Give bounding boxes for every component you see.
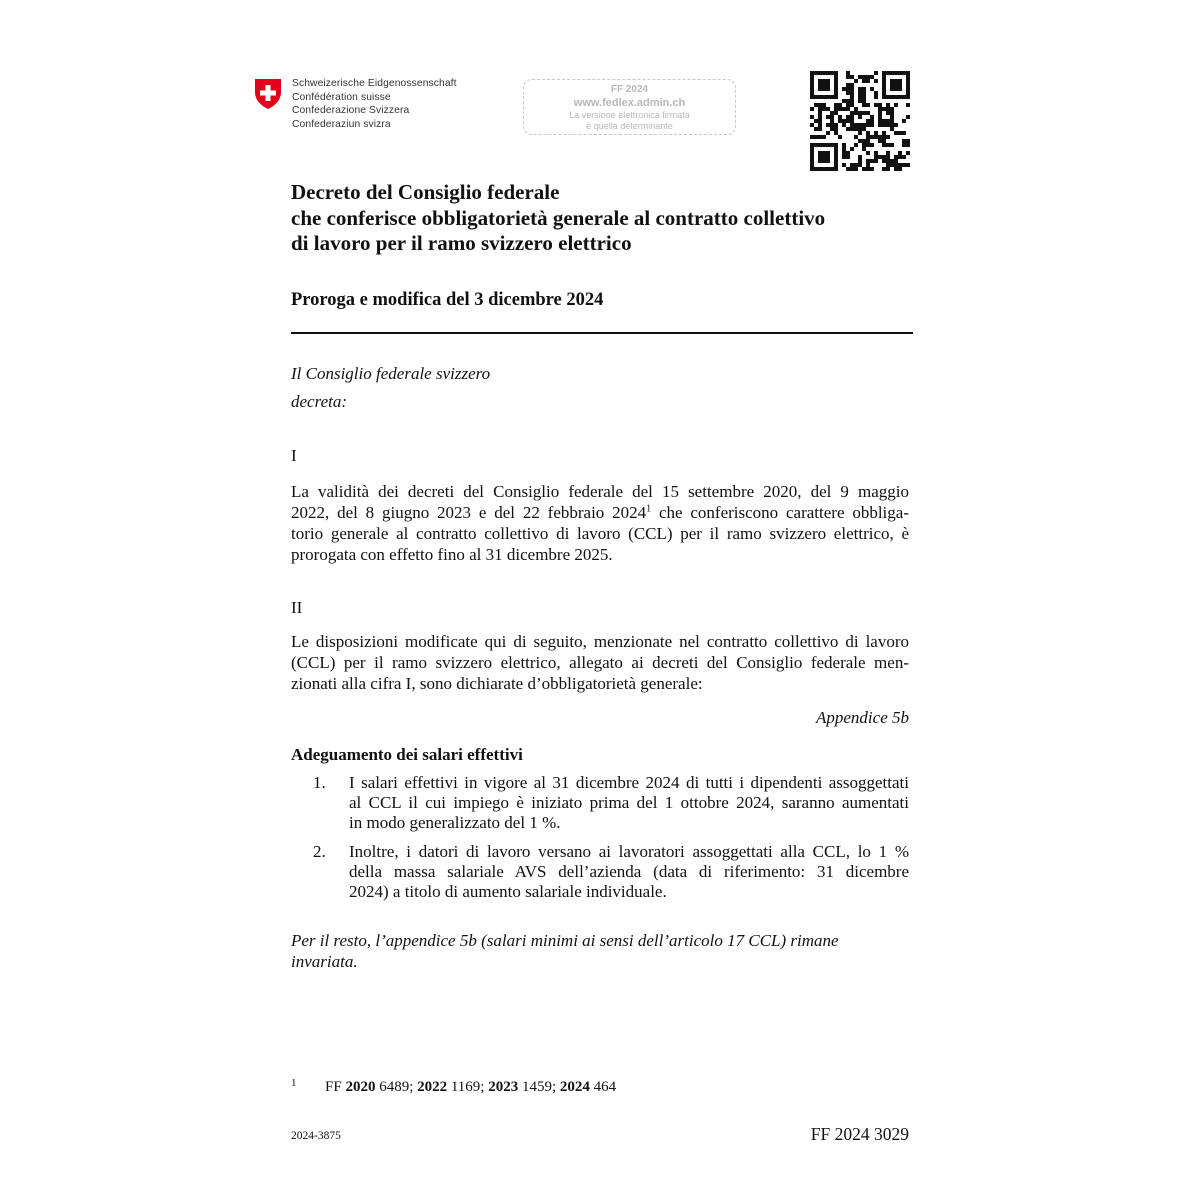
title-line: Decreto del Consiglio federale — [291, 180, 560, 204]
list-item-line: 2024) a titolo di aumento salariale individuale. — [349, 882, 667, 901]
section-1-paragraph — [291, 481, 909, 565]
list-item-line: in modo generalizzato del 1 %. — [349, 813, 561, 832]
list-item-line: al CCL il cui impiego è iniziato prima del 1 ottobre 2024, saranno aumentati — [349, 793, 909, 812]
title-line: di lavoro per il ramo svizzero elettrico — [291, 231, 632, 255]
closing-line: Per il resto, l’appendice 5b (salari minimi ai sensi dell’articolo 17 CCL) rimane — [291, 931, 839, 950]
footnote-number: 1 — [291, 1077, 297, 1089]
title-line: che conferisce obbligatorietà generale al contratto collettivo — [291, 205, 826, 230]
paragraph-text: che conferiscono carattere obbliga- — [651, 503, 909, 522]
admin-line-fr: Confédération suisse — [292, 91, 391, 103]
document-title — [291, 180, 931, 257]
list-item-line: Inoltre, i datori di lavoro versano ai lavoratori assoggettati alla CCL, lo 1 % — [349, 842, 909, 861]
intro-federal-council: Il Consiglio federale svizzero — [291, 364, 491, 383]
document-number: 2024-3875 — [291, 1130, 341, 1142]
paragraph-line: (CCL) per il ramo svizzero elettrico, allegato ai decreti del Consiglio federale men- — [291, 653, 909, 672]
admin-line-de: Schweizerische Eidgenossenschaft — [292, 78, 457, 89]
paragraph-line: prorogata con effetto fino al 31 dicembre 2025. — [291, 545, 613, 564]
closing-paragraph — [291, 930, 909, 972]
footnote-text: FF 2020 6489; 2022 1169; 2023 1459; 2024 464 — [325, 1079, 617, 1095]
adjustment-heading: Adeguamento dei salari effettivi — [291, 745, 523, 764]
paragraph-text: 2022, del 8 giugno 2023 e del 22 febbraio 2024 — [291, 503, 647, 522]
title-divider — [291, 332, 913, 334]
closing-line: invariata. — [291, 952, 358, 971]
section-2-paragraph — [291, 631, 909, 694]
electronic-signature-stamp — [523, 79, 736, 135]
list-item-line: della massa salariale AVS dell’azienda (data di riferimento: 31 dicembre — [349, 862, 909, 881]
document-subtitle: Proroga e modifica del 3 dicembre 2024 — [291, 290, 604, 310]
ff-page-number: FF 2024 3029 — [810, 1124, 909, 1144]
qr-code-icon — [810, 71, 910, 171]
administration-names — [292, 77, 457, 131]
swiss-crest-icon — [254, 78, 282, 110]
appendix-label: Appendice 5b — [816, 708, 909, 727]
paragraph-line — [291, 502, 909, 523]
list-item-number: 1. — [313, 773, 326, 792]
section-numeral-1: I — [291, 446, 297, 465]
list-item-line: I salari effettivi in vigore al 31 dicembre 2024 di tutti i dipendenti assoggettati — [349, 773, 909, 792]
list-item-text — [349, 773, 909, 833]
paragraph-line: La validità dei decreti del Consiglio federale del 15 settembre 2020, del 9 maggio — [291, 482, 909, 501]
list-item-number: 2. — [313, 842, 326, 861]
section-numeral-2: II — [291, 598, 303, 617]
stamp-url: www.fedlex.admin.ch — [573, 97, 686, 109]
stamp-ff: FF 2024 — [610, 84, 649, 95]
admin-line-it: Confederazione Svizzera — [292, 105, 410, 116]
intro-decrees: decreta: — [291, 392, 348, 411]
paragraph-line: zionati alla cifra I, sono dichiarate d’obbligatorietà generale: — [291, 674, 703, 693]
list-item-text — [349, 842, 909, 902]
admin-line-rm: Confederaziun svizra — [292, 118, 391, 130]
footnote-ref[interactable]: 1 — [646, 503, 652, 515]
stamp-note-2: è quella determinante — [586, 121, 673, 131]
paragraph-line: torio generale al contratto collettivo di lavoro (CCL) per il ramo svizzero elettrico, è — [291, 524, 909, 543]
paragraph-line: Le disposizioni modificate qui di seguito, menzionate nel contratto collettivo di lavoro — [291, 632, 909, 651]
stamp-note-1: La versione elettronica firmata — [569, 110, 690, 120]
